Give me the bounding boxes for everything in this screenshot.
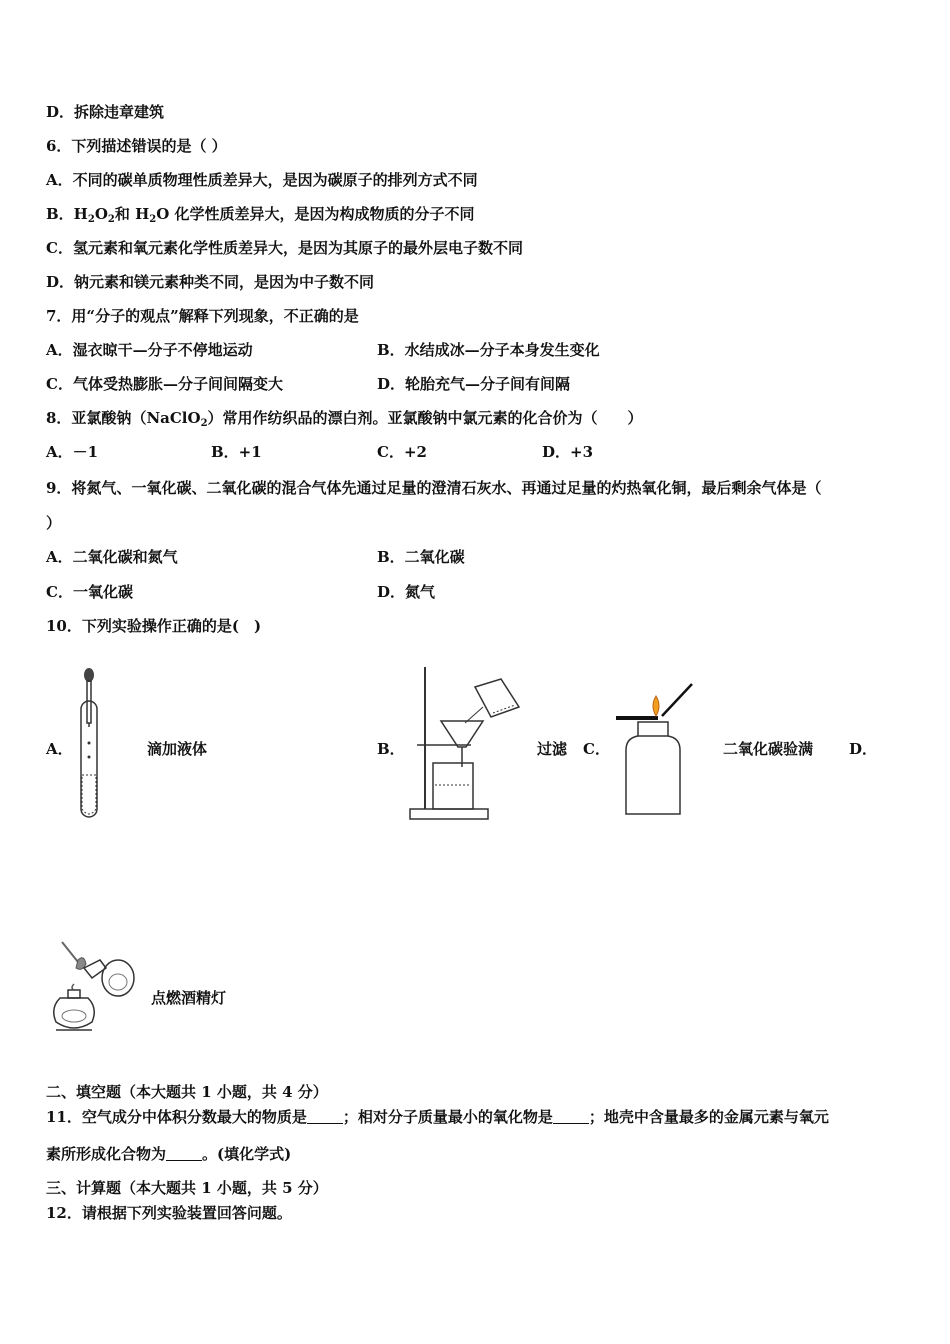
q9-row-2 [46, 582, 436, 602]
q6-option-d: D．钠元素和镁元素种类不同，是因为中子数不同 [46, 273, 375, 291]
q8-option-d: D．+3 [542, 443, 594, 461]
section3-heading: 三、计算题（本大题共 1 小题，共 5 分） [46, 1179, 328, 1197]
alcohol-lamps-figure [48, 938, 140, 1042]
q10-option-a-letter: A． [46, 740, 73, 758]
q12-stem: 12．请根据下列实验装置回答问题。 [46, 1204, 292, 1222]
q8-stem: 8．亚氯酸钠（NaClO$_2$）常用作纺织品的漂白剂。亚氯酸钠中氯元素的化合价为（ ） [46, 409, 643, 429]
q7-row-1 [46, 340, 600, 360]
q7-stem: 7．用“分子的观点”解释下列现象，不正确的是 [46, 307, 359, 325]
q11-blank-2[interactable] [553, 1109, 589, 1124]
q10-option-b-letter: B． [377, 740, 405, 758]
q6-option-c: C．氢元素和氧元素化学性质差异大，是因为其原子的最外层电子数不同 [46, 239, 523, 257]
q9-row-1 [46, 547, 465, 567]
q11-line1: 11．空气成分中体积分数最大的物质是 ；相对分子质量最小的氧化物是 ；地壳中含量最多的金属元素与氧元 [46, 1108, 829, 1126]
q11-line2: 素所形成化合物为 。(填化学式) [46, 1145, 292, 1163]
q7-row-2 [46, 374, 571, 394]
section2-heading: 二、填空题（本大题共 1 小题，共 4 分） [46, 1083, 328, 1101]
q9-option-d: D．氮气 [377, 583, 436, 601]
q5-option-d: D．拆除违章建筑 [46, 103, 165, 121]
q8-options [46, 442, 906, 462]
q10-option-c-letter: C． [583, 740, 610, 758]
q6-stem: 6．下列描述错误的是（ ） [46, 137, 227, 155]
q7-option-d: D．轮胎充气—分子间有间隔 [377, 375, 571, 393]
q8-option-a: A．－1 [46, 443, 99, 461]
dropper-test-tube-figure [72, 665, 108, 823]
q9-option-c: C．一氧化碳 [46, 583, 133, 601]
q10-stem: 10．下列实验操作正确的是( ) [46, 617, 262, 635]
q10-option-a-text: 滴加液体 [147, 740, 208, 758]
q11-blank-3[interactable] [166, 1146, 202, 1161]
q7-option-b: B．水结成冰—分子本身发生变化 [377, 341, 600, 359]
q9-option-a: A．二氧化碳和氮气 [46, 548, 178, 566]
filtration-apparatus-figure [405, 663, 530, 823]
q8-option-b: B．+1 [211, 443, 262, 461]
q6-option-b: B．$H_2O_2$和 $H_2O$ 化学性质差异大，是因为构成物质的分子不同 [46, 205, 475, 225]
q7-option-a: A．湿衣晾干—分子不停地运动 [46, 341, 253, 359]
q9-stem-line2: ） [46, 514, 62, 532]
q9-option-b: B．二氧化碳 [377, 548, 465, 566]
q10-option-c-text: 二氧化碳验满 [723, 740, 814, 758]
q7-option-c: C．气体受热膨胀—分子间间隔变大 [46, 375, 283, 393]
q10-option-d-letter: D． [849, 740, 878, 758]
q10-option-b-text: 过滤 [537, 740, 568, 758]
q9-stem-line1: 9．将氮气、一氧化碳、二氧化碳的混合气体先通过足量的澄清石灰水、再通过足量的灼热氧化铜，最后剩余气体是（ [46, 479, 822, 497]
q8-option-c: C．+2 [377, 443, 427, 461]
q6-option-a: A．不同的碳单质物理性质差异大，是因为碳原子的排列方式不同 [46, 171, 478, 189]
q11-blank-1[interactable] [307, 1109, 343, 1124]
q10-option-d-text: 点燃酒精灯 [151, 989, 227, 1007]
gas-bottle-match-figure [612, 676, 696, 820]
